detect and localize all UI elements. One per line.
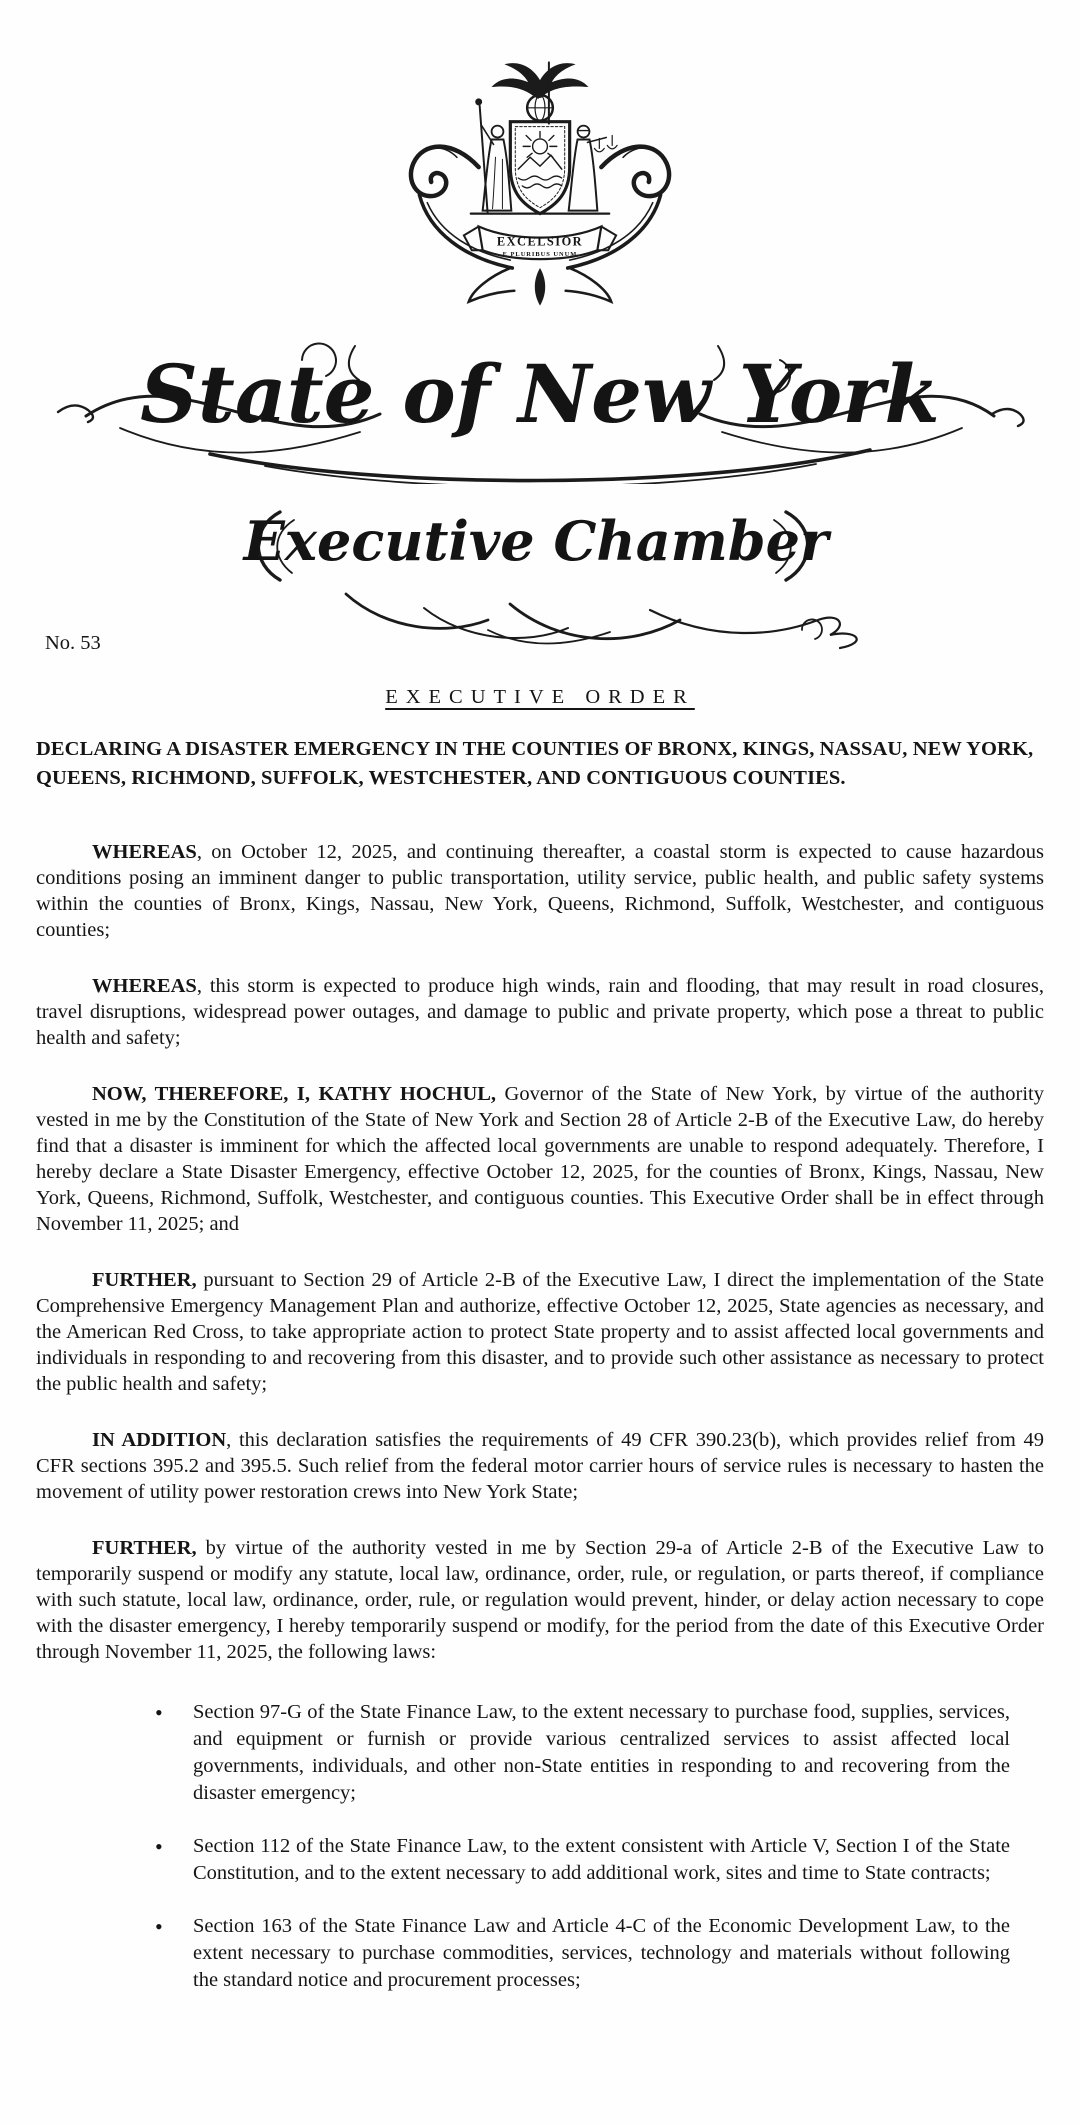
law-text: Section 163 of the State Finance Law and Article 4-C of the Economic Development Law, to the extent necessary to purchase commodities, services, technology and materials without following the standard notice and procurement processes; xyxy=(193,1915,1010,1991)
list-item xyxy=(193,1699,1010,1807)
seal-motto: EXCELSIOR xyxy=(496,234,584,249)
scrollwork-right xyxy=(566,147,669,302)
list-item xyxy=(193,1833,1010,1887)
scrollwork-left xyxy=(411,147,514,302)
executive-chamber-script xyxy=(180,478,900,667)
executive-order-heading: EXECUTIVE ORDER xyxy=(385,686,695,708)
paragraph-text: Governor of the State of New York, by virtue of the authority vested in me by the Constitution of the State of New York and Section 28 of Article 2-B of the Executive Law, do hereby find that a disaster is imminent for which the affected local governments are unable to respond adequately. Therefore, I hereby declare a State Disaster Emergency, effective October 12, 2025, for the counties of Bronx, Kings, Nassau, New York, Queens, Richmond, Suffolk, Westchester, and contiguous counties. This Executive Order shall be in effect through November 11, 2025; and xyxy=(36,1083,1044,1235)
paragraph-lead: WHEREAS xyxy=(92,841,197,863)
paragraph-lead: WHEREAS xyxy=(92,975,197,997)
paragraph-further-1 xyxy=(36,1267,1044,1397)
ny-coat-of-arms-seal xyxy=(362,44,718,321)
chamber-script-graphic xyxy=(180,478,900,662)
paragraph-lead: NOW, THEREFORE, I, KATHY HOCHUL, xyxy=(92,1083,497,1105)
coat-of-arms-graphic xyxy=(362,44,718,316)
chamber-script-text: Executive Chamber xyxy=(243,509,829,573)
order-title: DECLARING A DISASTER EMERGENCY IN THE COUNTIES OF BRONX, KINGS, NASSAU, NEW YORK, QUEENS, RICHMOND, SUFFOLK, WESTCHESTER, AND CONTIGUOUS COUNTIES. xyxy=(36,738,1034,789)
suspended-laws-list xyxy=(193,1699,1010,1994)
law-text: Section 97-G of the State Finance Law, to the extent necessary to purchase food, supplies, services, and equipment or furnish or provide various centralized services to assist affected local governments, individuals, and other non-State entities in responding to and recovering from the disaster emergency; xyxy=(193,1701,1010,1804)
paragraph-further-2 xyxy=(36,1535,1044,1665)
justice-figure xyxy=(569,126,617,211)
paragraph-text: , this storm is expected to produce high winds, rain and flooding, that may result in road closures, travel disruptions, widespread power outages, and damage to public and private property, which pose a threat to public health and safety; xyxy=(36,975,1044,1049)
paragraph-lead: IN ADDITION xyxy=(92,1429,227,1451)
document-body xyxy=(0,735,1080,1994)
state-of-new-york-script xyxy=(50,316,1030,489)
state-script-text: State of New York xyxy=(140,347,940,441)
paragraph-text: , this declaration satisfies the requirements of 49 CFR 390.23(b), which provides relief from 49 CFR sections 395.2 and 395.5. Such relief from the federal motor carrier hours of service rules is necessary to hasten the movement of utility power restoration crews into New York State; xyxy=(36,1429,1044,1503)
paragraph-in-addition xyxy=(36,1427,1044,1505)
law-text: Section 112 of the State Finance Law, to the extent consistent with Article V, Section I of the State Constitution, and to the extent necessary to add additional work, sites and time to State contracts; xyxy=(193,1835,1010,1884)
paragraph-whereas-2 xyxy=(36,973,1044,1051)
paragraph-whereas-1 xyxy=(36,839,1044,943)
state-script-graphic xyxy=(50,316,1030,484)
shield xyxy=(510,122,569,214)
eagle-icon xyxy=(492,62,589,123)
order-number: No. 53 xyxy=(45,632,101,654)
globe xyxy=(527,95,553,121)
bottom-leaf xyxy=(535,268,545,306)
paragraph-now-therefore xyxy=(36,1081,1044,1237)
paragraph-lead: FURTHER, xyxy=(92,1269,197,1291)
paragraph-text: , on October 12, 2025, and continuing thereafter, a coastal storm is expected to cause hazardous conditions posing an imminent danger to public transportation, utility service, public health, and public safety systems within the counties of Bronx, Kings, Nassau, New York, Queens, Richmond, Suffolk, Westchester, and contiguous counties; xyxy=(36,841,1044,941)
paragraph-lead: FURTHER, xyxy=(92,1537,197,1559)
heading-row xyxy=(0,686,1080,709)
liberty-figure xyxy=(475,98,511,212)
paragraph-text: by virtue of the authority vested in me by Section 29-a of Article 2-B of the Executive Law to temporarily suspend or modify any statute, local law, ordinance, order, rule, or regulation, or parts thereof, if compliance with such statute, local law, ordinance, order, rule, or regulation would prevent, hinder, or delay action necessary to cope with the disaster emergency, I hereby temporarily suspend or modify, for the period from the date of this Executive Order through November 11, 2025, the following laws: xyxy=(36,1537,1044,1663)
paragraph-text: pursuant to Section 29 of Article 2-B of the Executive Law, I direct the implementation of the State Comprehensive Emergency Management Plan and authorize, effective October 12, 2025, State agencies as necessary, and the American Red Cross, to take appropriate action to protect State property and to assist affected local governments and individuals in responding to and recovering from this disaster, and to provide such other assistance as necessary to protect the public health and safety; xyxy=(36,1269,1044,1395)
list-item xyxy=(193,1913,1010,1994)
seal-motto-secondary: E PLURIBUS UNUM xyxy=(502,251,578,259)
masthead xyxy=(0,0,1080,662)
